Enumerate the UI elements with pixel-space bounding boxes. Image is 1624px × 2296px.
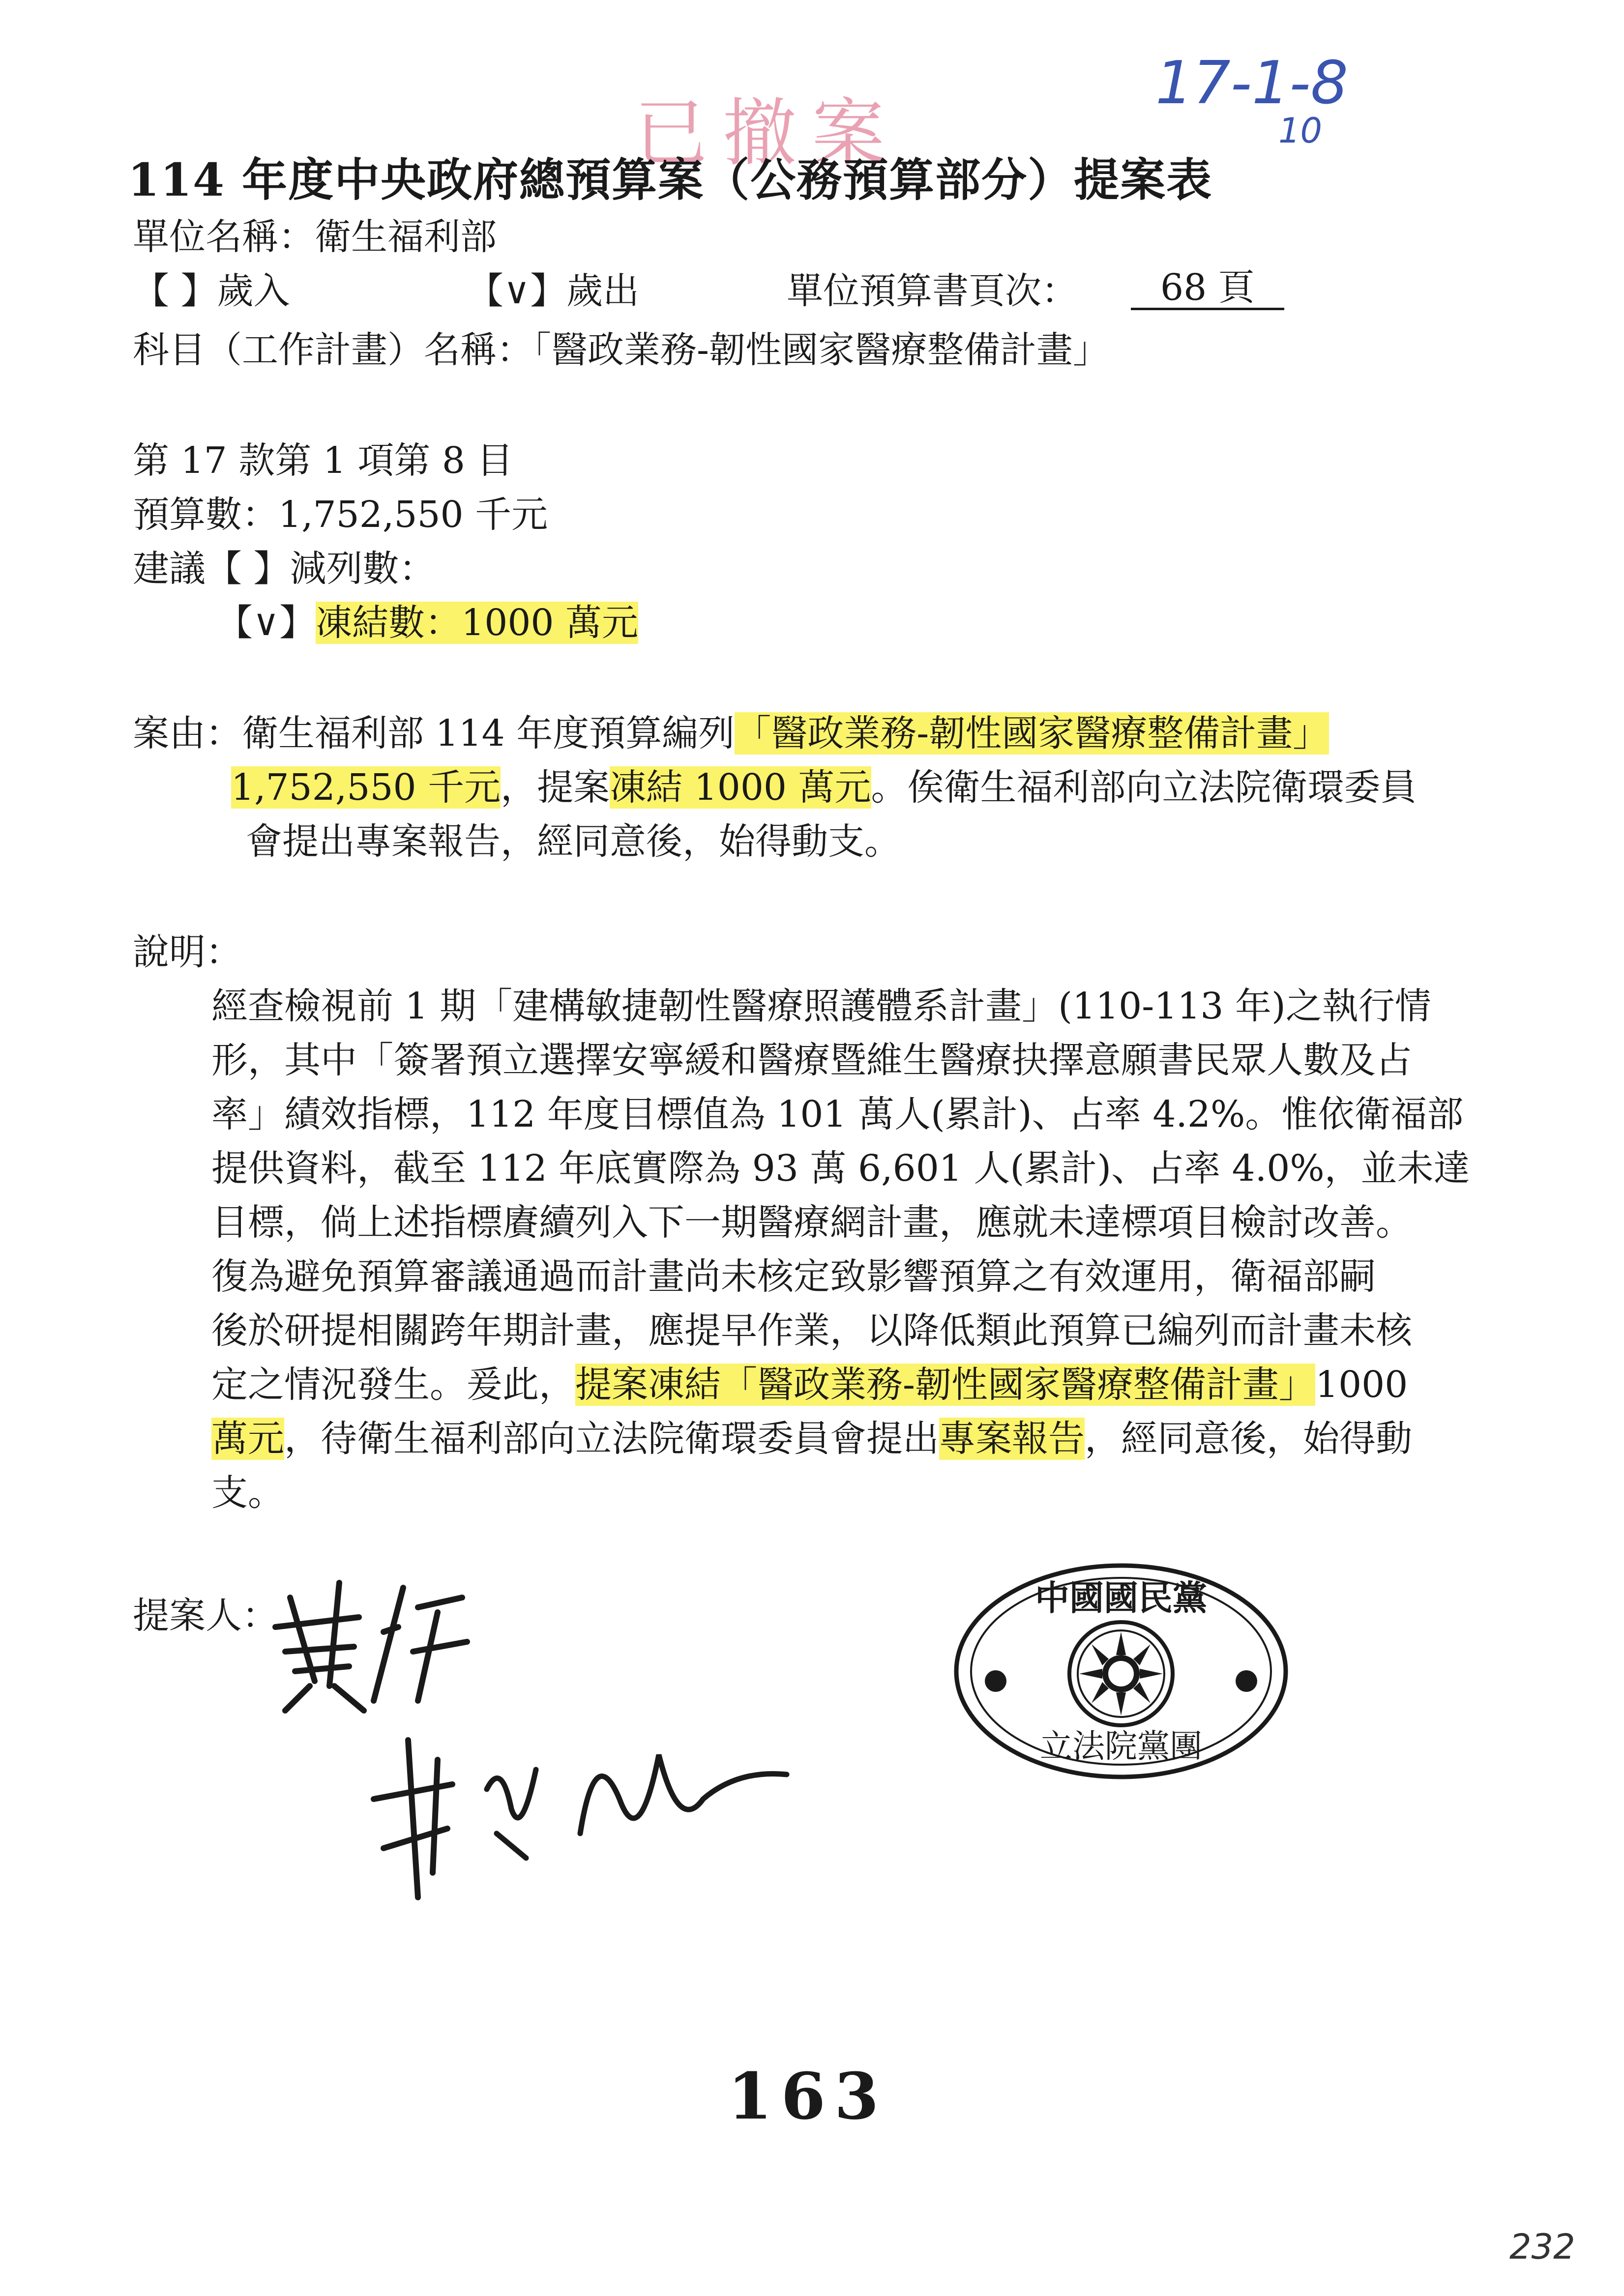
explain-line: 提供資料，截至 112 年底實際為 93 萬 6,601 人(累計)、占率 4.0%，並未達 bbox=[211, 1147, 1470, 1190]
explain-line: 萬元，待衛生福利部向立法院衛環委員會提出專案報告，經同意後，始得動 bbox=[211, 1418, 1412, 1460]
page-ref-label: 單位預算書頁次： bbox=[787, 270, 1078, 312]
subject-name: 科目（工作計畫）名稱：「醫政業務-韌性國家醫療整備計畫」 bbox=[133, 329, 1110, 371]
explain-line: 復為避免預算審議通過而計畫尚未核定致影響預算之有效運用，衛福部嗣 bbox=[211, 1255, 1376, 1298]
explain-line: 率」績效指標，112 年度目標值為 101 萬人(累計)、占率 4.2%。惟依衛福部 bbox=[211, 1093, 1464, 1135]
reason-line-2: 1,752,550 千元，提案凍結 1000 萬元。俟衛生福利部向立法院衛環委員 bbox=[231, 766, 1417, 809]
explain-line: 經查檢視前 1 期「建構敏捷韌性醫療照護體系計畫」(110-113 年)之執行情 bbox=[211, 985, 1431, 1027]
explain-line: 支。 bbox=[211, 1472, 284, 1514]
reason-line-3: 會提出專案報告，經同意後，始得動支。 bbox=[246, 820, 901, 863]
page-ref-value: 68 頁 bbox=[1131, 269, 1284, 310]
party-seal bbox=[949, 1558, 1293, 1784]
page-number: 163 bbox=[728, 2059, 888, 2134]
budget-amount: 預算數：1,752,550 千元 bbox=[133, 494, 548, 536]
seal-top-text: 中國國民黨 bbox=[1035, 1577, 1207, 1618]
expense-checkbox: 【∨】歲出 bbox=[467, 270, 640, 312]
corner-note: 232 bbox=[1509, 2227, 1575, 2267]
explain-line: 定之情況發生。爰此，提案凍結「醫政業務-韌性國家醫療整備計畫」1000 bbox=[211, 1364, 1408, 1406]
proposer-label: 提案人： bbox=[133, 1595, 278, 1637]
reason-line-1: 案由：衛生福利部 114 年度預算編列「醫政業務-韌性國家醫療整備計畫」 bbox=[133, 712, 1329, 755]
signature-1 bbox=[256, 1553, 502, 1720]
income-checkbox: 【 】歲入 bbox=[133, 270, 290, 312]
withdrawn-stamp: 已撤案 bbox=[634, 91, 900, 176]
explain-line: 後於研提相關跨年期計畫，應提早作業，以降低類此預算已編列而計畫未核 bbox=[211, 1309, 1412, 1352]
handwritten-date: 17-1-8 bbox=[1155, 49, 1348, 117]
suggest-cut: 建議【 】減列數： bbox=[133, 548, 436, 590]
section-line: 第 17 款第 1 項第 8 目 bbox=[133, 439, 513, 482]
handwritten-date-sub: 10 bbox=[1278, 111, 1323, 151]
explain-label: 說明： bbox=[133, 931, 242, 973]
seal-bottom-text: 立法院黨團 bbox=[1040, 1727, 1202, 1765]
suggest-freeze: 【∨】凍結數：1000 萬元 bbox=[216, 602, 639, 644]
form-title: 114 年度中央政府總預算案（公務預算部分）提案表 bbox=[128, 153, 1213, 206]
unit-name: 單位名稱：衛生福利部 bbox=[133, 216, 497, 258]
signature-2 bbox=[364, 1711, 806, 1907]
explain-line: 形，其中「簽署預立選擇安寧緩和醫療暨維生醫療抉擇意願書民眾人數及占 bbox=[211, 1039, 1412, 1081]
explain-line: 目標，倘上述指標賡續列入下一期醫療網計畫，應就未達標項目檢討改善。 bbox=[211, 1201, 1412, 1244]
